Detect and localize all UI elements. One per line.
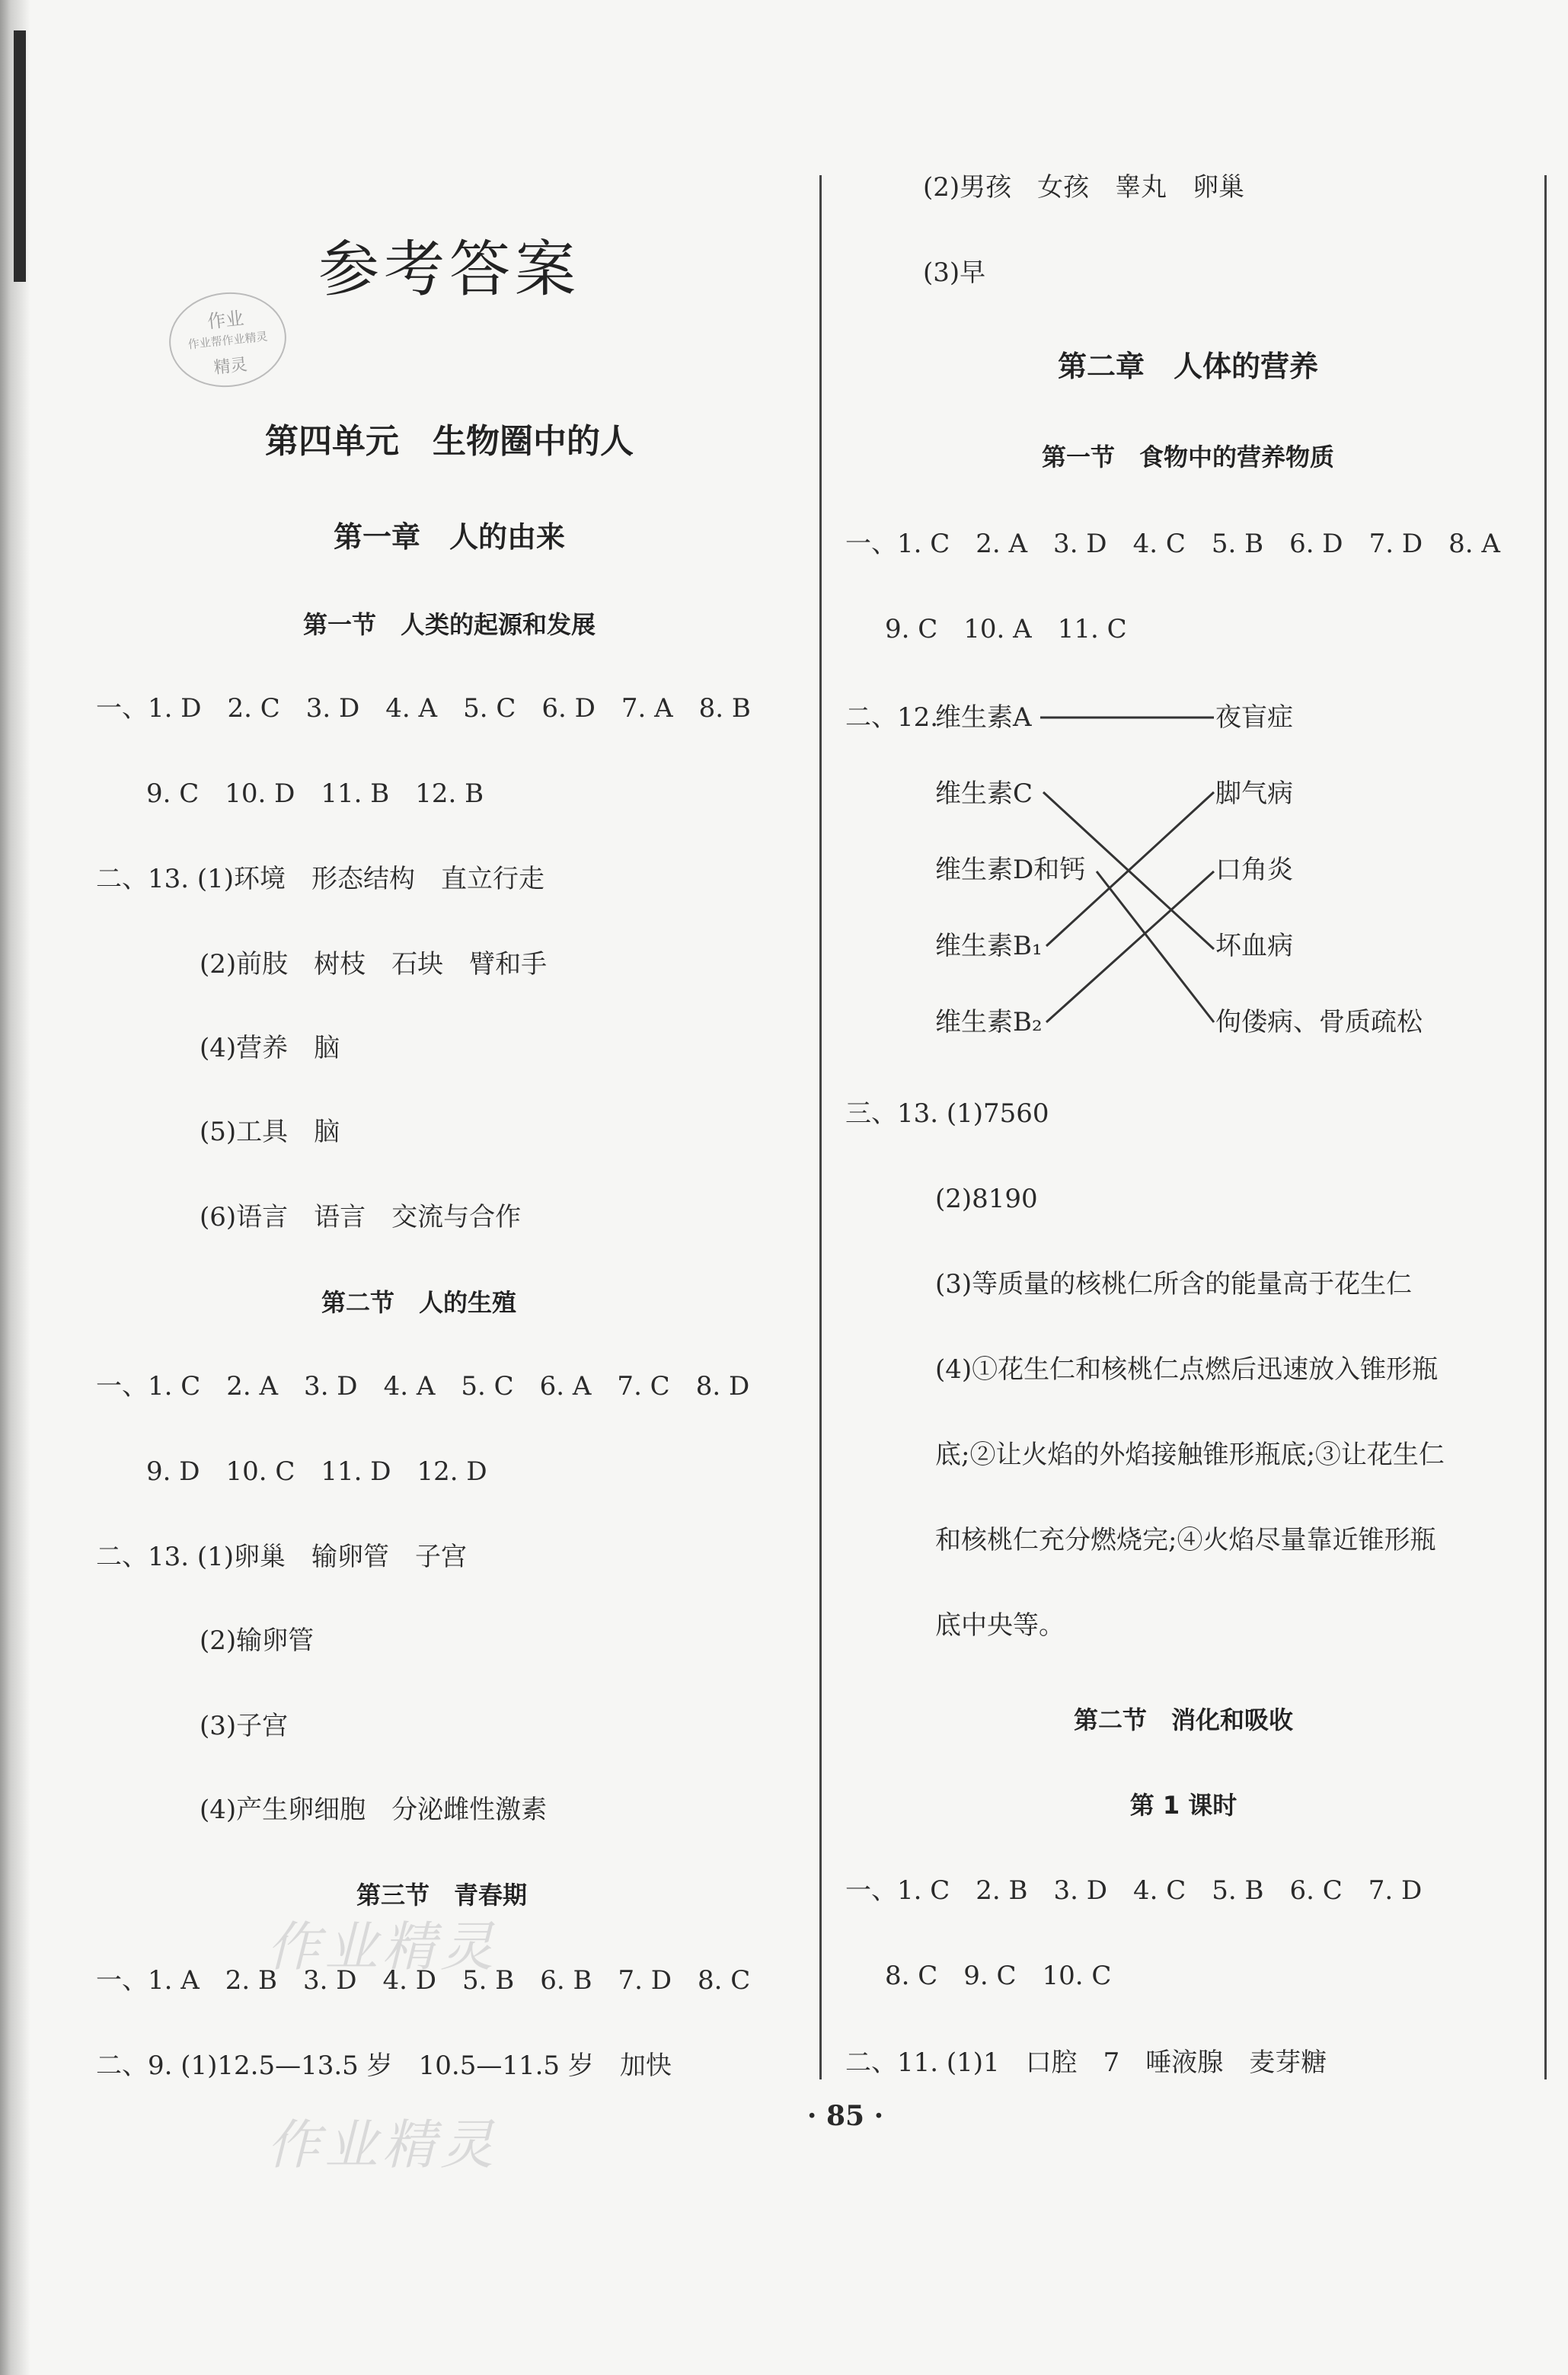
answer-line: (3)子宫 bbox=[200, 1711, 289, 1741]
match-line-b1 bbox=[1046, 792, 1214, 946]
match-line-b2 bbox=[1046, 871, 1214, 1022]
stamp-text-middle: 作业帮作业精灵 bbox=[187, 329, 269, 352]
disease-label: 夜盲症 bbox=[1215, 702, 1293, 733]
answer-line: (3)等质量的核桃仁所含的能量高于花生仁 bbox=[935, 1269, 1413, 1299]
watermark: 作业精灵 bbox=[267, 1916, 498, 1978]
answer-line: (5)工具 脑 bbox=[200, 1117, 340, 1147]
disease-label: 坏血病 bbox=[1215, 931, 1293, 961]
section-2-heading: 第二节 人的生殖 bbox=[321, 1288, 517, 1317]
answer-line: (4)营养 脑 bbox=[200, 1033, 340, 1063]
stamp-text-bottom: 精灵 bbox=[212, 355, 248, 379]
answer-line: (2)输卵管 bbox=[200, 1625, 315, 1656]
answer-line: 9. C 10. A 11. C bbox=[885, 614, 1127, 644]
question-number: 二、12. bbox=[845, 702, 939, 733]
subsection-heading: 第 1 课时 bbox=[1129, 1791, 1237, 1820]
answer-line: 一、1. C 2. A 3. D 4. A 5. C 6. A 7. C 8. D bbox=[96, 1371, 750, 1402]
disease-label: 口角炎 bbox=[1215, 855, 1293, 885]
answer-line: (6)语言 语言 交流与合作 bbox=[200, 1202, 522, 1232]
answer-line: 底;②让火焰的外焰接触锥形瓶底;③让花生仁 bbox=[935, 1440, 1445, 1470]
disease-label: 佝偻病、骨质疏松 bbox=[1215, 1007, 1423, 1037]
vitamin-label: 维生素B₂ bbox=[935, 1007, 1043, 1037]
section-1-heading: 第一节 人类的起源和发展 bbox=[302, 610, 596, 639]
answer-line: 二、9. (1)12.5—13.5 岁 10.5—11.5 岁 加快 bbox=[96, 2051, 672, 2081]
answer-line: (4)①花生仁和核桃仁点燃后迅速放入锥形瓶 bbox=[935, 1354, 1439, 1385]
disease-label: 脚气病 bbox=[1215, 778, 1293, 809]
answer-line: (2)男孩 女孩 睾丸 卵巢 bbox=[923, 172, 1245, 203]
answer-line: (4)产生卵细胞 分泌雌性激素 bbox=[200, 1795, 548, 1825]
watermark: 作业精灵 bbox=[267, 2114, 498, 2176]
answer-line: 二、11. (1)1 口腔 7 唾液腺 麦芽糖 bbox=[845, 2047, 1327, 2078]
answer-line: 二、13. (1)卵巢 输卵管 子宫 bbox=[96, 1542, 468, 1572]
answer-line: (3)早 bbox=[923, 257, 986, 288]
answer-line: 9. C 10. D 11. B 12. B bbox=[146, 778, 484, 809]
answer-line: 一、1. C 2. B 3. D 4. C 5. B 6. C 7. D bbox=[845, 1875, 1423, 1906]
answer-line: 一、1. A 2. B 3. D 4. D 5. B 6. B 7. D 8. C bbox=[96, 1965, 751, 1996]
vitamin-label: 维生素B₁ bbox=[935, 931, 1043, 961]
answer-line: 一、1. C 2. A 3. D 4. C 5. B 6. D 7. D 8. A bbox=[845, 529, 1500, 559]
vitamin-label: 维生素D和钙 bbox=[935, 855, 1086, 885]
answer-line: 和核桃仁充分燃烧完;④火焰尽量靠近锥形瓶 bbox=[935, 1525, 1436, 1555]
answer-line: (2)8190 bbox=[935, 1184, 1038, 1214]
vitamin-label: 维生素C bbox=[935, 778, 1033, 809]
answer-line: 三、13. (1)7560 bbox=[845, 1098, 1049, 1129]
section-heading: 第一节 食物中的营养物质 bbox=[1041, 443, 1335, 471]
unit-heading: 第四单元 生物圈中的人 bbox=[265, 422, 634, 461]
vitamin-label: 维生素A bbox=[935, 702, 1032, 733]
section-3-heading: 第三节 青春期 bbox=[356, 1881, 528, 1910]
answer-line: 二、13. (1)环境 形态结构 直立行走 bbox=[96, 864, 545, 894]
chapter-1-heading: 第一章 人的由来 bbox=[333, 520, 566, 554]
stamp-text-top: 作业 bbox=[206, 307, 245, 333]
answer-line: 9. D 10. C 11. D 12. D bbox=[146, 1456, 487, 1487]
section-heading: 第二节 消化和吸收 bbox=[1073, 1705, 1294, 1734]
page-number: · 85 · bbox=[806, 2100, 884, 2132]
answer-line: 底中央等。 bbox=[935, 1610, 1065, 1641]
chapter-2-heading: 第二章 人体的营养 bbox=[1057, 350, 1319, 383]
page-title: 参考答案 bbox=[318, 234, 580, 305]
answer-line: 8. C 9. C 10. C bbox=[885, 1961, 1112, 1991]
answer-line: (2)前肢 树枝 石块 臂和手 bbox=[200, 949, 548, 980]
answer-line: 一、1. D 2. C 3. D 4. A 5. C 6. D 7. A 8. B bbox=[96, 693, 751, 724]
